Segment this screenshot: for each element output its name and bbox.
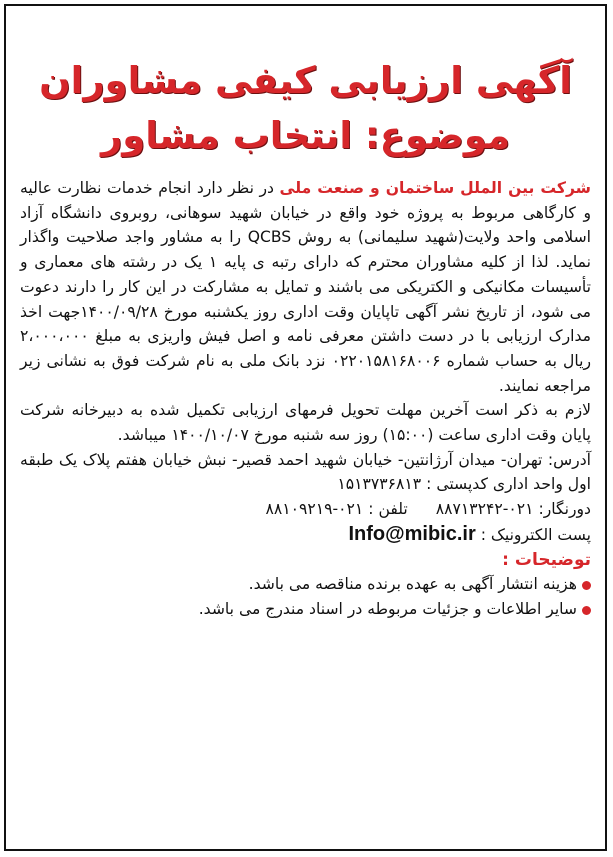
fax-number: دورنگار: ۰۲۱-۸۸۷۱۳۲۴۲ [435, 500, 591, 519]
list-item [20, 597, 591, 622]
deadline-paragraph: لازم به ذکر است آخرین مهلت تحویل فرمهای ارزیابی تکمیل شده به دبیرخانه شرکت پایان وقت اداری ساعت (۱۵:۰۰) روز سه شنبه مورخ ۱۴۰۰/۱۰/۰۷ میباشد. [20, 401, 591, 445]
email-label: پست الکترونیک : [480, 525, 591, 544]
note-text: سایر اطلاعات و جزئیات مربوطه در اسناد مندرج می باشد. [198, 599, 577, 618]
email-line [20, 522, 591, 548]
email-address[interactable]: Info@mibic.ir [348, 522, 476, 545]
note-text: هزینه انتشار آگهی به عهده برنده مناقصه می باشد. [248, 575, 577, 594]
phone-number: تلفن : ۰۲۱-۸۸۱۰۹۲۱۹ [265, 500, 408, 519]
bullet-icon [582, 581, 591, 590]
intro-paragraph [20, 176, 591, 398]
ad-frame [4, 4, 607, 851]
bullet-icon [582, 606, 591, 615]
page-title: آگهی ارزیابی کیفی مشاوران [39, 59, 572, 102]
notes-title: توضیحات : [502, 549, 591, 570]
subject-title: موضوع: انتخاب مشاور [100, 114, 511, 157]
ad-body [20, 176, 591, 622]
address-line: آدرس: تهران- میدان آرژانتین- خیابان شهید احمد قصیر- نبش خیابان هفتم پلاک یک طبقه اول واحد اداری کدپستی : ۱۵۱۳۷۳۶۸۱۳ [20, 450, 591, 494]
list-item [20, 572, 591, 597]
company-name: شرکت بین الملل ساختمان و صنعت ملی [279, 179, 591, 197]
contact-line [20, 497, 591, 522]
paragraph-text: در نظر دارد انجام خدمات نظارت عالیه و کارگاهی مربوط به پروژه خود واقع در خیابان شهید سوهانی، روبروی دانشگاه آزاد اسلامی واحد ولایت(شهید سلیمانی) به روش QCBS را به مشاور واجد صلاحیت واگذار نماید. لذا از کلیه مشاوران محترم که دارای رتبه ی پایه ۱ یک در رشته های معماری و تأسیسات مکانیکی و الکتریکی می باشند و تمایل به مشارکت در این کار را دارند دعوت می شود، از تاریخ نشر آگهی تاپایان وقت اداری روز یکشنبه مورخ ۱۴۰۰/۰۹/۲۸جهت اخذ مدارک ارزیابی با در دست داشتن معرفی نامه و اصل فیش واریزی به مبلغ ۲،۰۰۰،۰۰۰ ریال به حساب شماره ۰۲۲۰۱۵۸۱۶۸۰۰۶ نزد بانک ملی به نام شرکت فوق به نشانی زیر مراجعه نمایند. [20, 179, 592, 395]
